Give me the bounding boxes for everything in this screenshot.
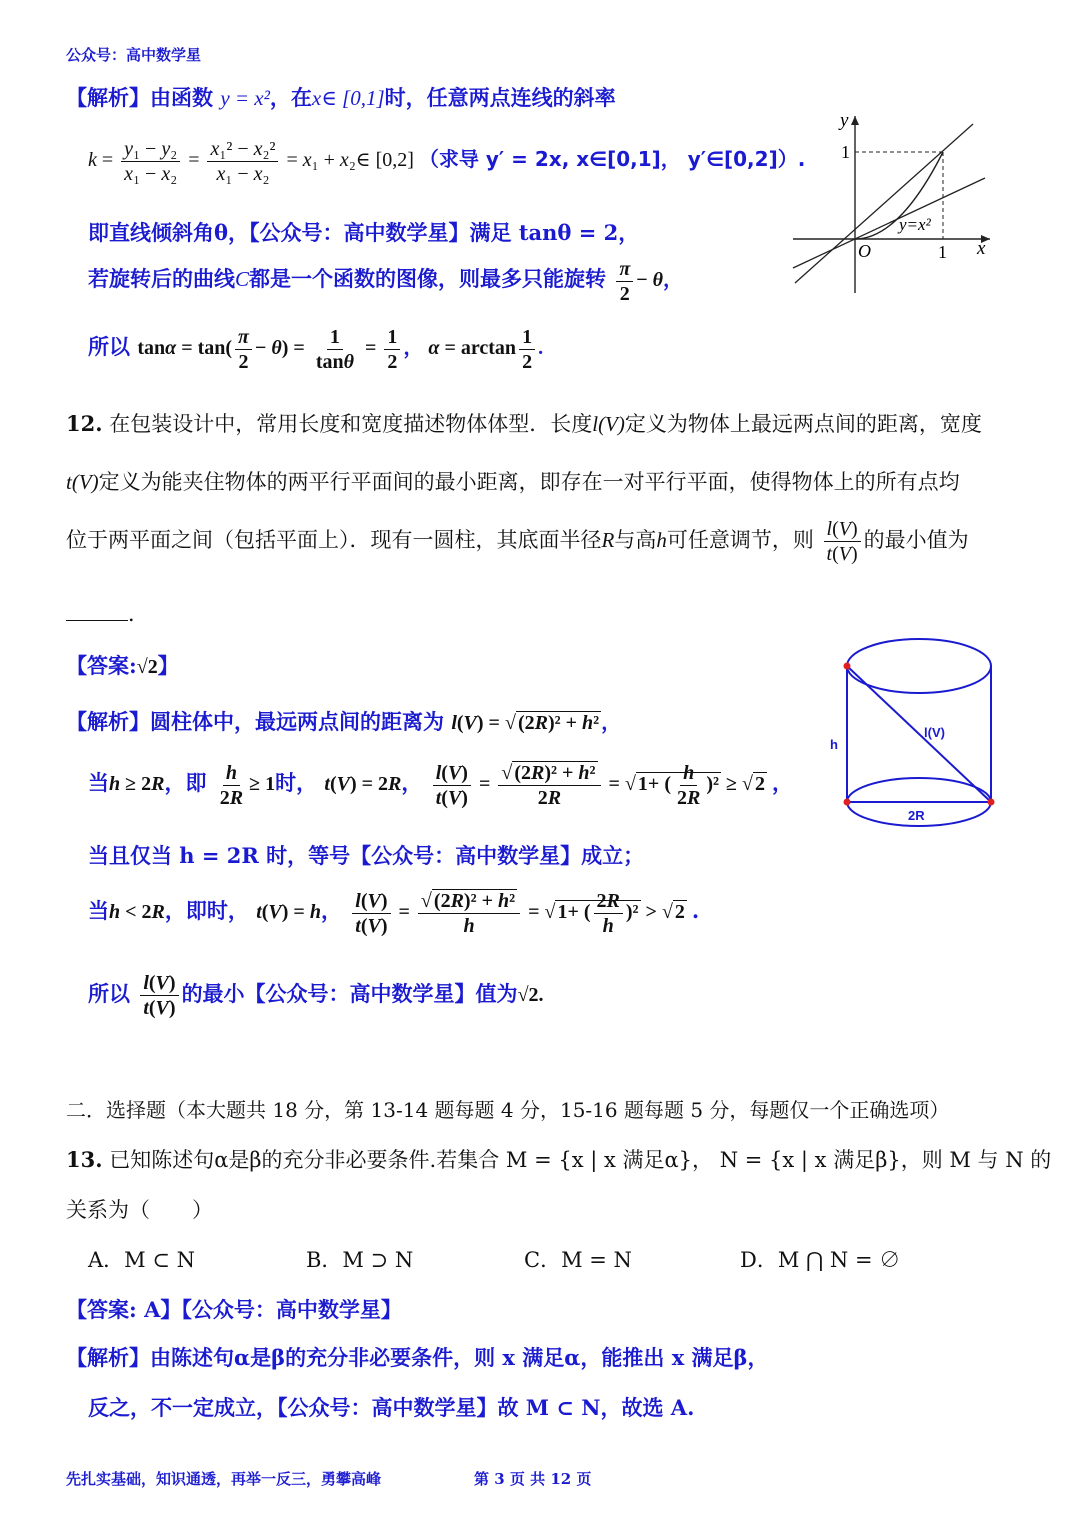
q12-analysis2: 当h ≥ 2R，即 $\frac{h}{2R}$ ≥ 1时， t(V) = 2R， $\frac{l(V)}{t(V)}$ = $\frac{\text{√ (2R)² + h²}}{2R}$ = √ 1+ ( $\frac{h}{2R}$ )² ≥ √ 2 ， [88, 762, 793, 809]
cylinder-figure [822, 636, 1002, 832]
lV-label: l(V) [924, 725, 945, 740]
footer-page: 第 3 页 共 12 页 [474, 1470, 592, 1488]
answer-value: √2 [136, 656, 158, 678]
q11-text: 由函数 [150, 85, 213, 110]
q11-text: 时，任意两点连线的斜率 [384, 85, 616, 110]
origin-label: O [858, 241, 871, 261]
q12-analysis3: 当且仅当 h = 2R 时，等号【公众号：高中数学星】成立； [88, 843, 645, 868]
q11-text: 若旋转后的曲线 [88, 266, 235, 292]
a4-case-text [88, 890, 89, 891]
answer-tag: 【答案: [66, 653, 137, 678]
q12-text: 的最小值为 [863, 528, 969, 552]
q11-text: 都是一个函数的图像，则最多只能旋转 [249, 266, 607, 292]
parabola-graph [785, 108, 1000, 298]
a2-case-text [88, 762, 89, 763]
q13-option-a[interactable]: A．M ⊂ N [88, 1248, 195, 1272]
a2-mid-text [88, 762, 89, 763]
curve-label: y=x² [899, 215, 931, 234]
q12-analysis5: 所以 $\frac{l(V)}{t(V)}$ 的最小【公众号：高中数学星】值为√2. [88, 972, 544, 1019]
q11-line5: 所以 tanα = tan( $\frac{\pi}{2}$ − θ) = $\frac{1}{\tan\theta}$ = $\frac{1}{2}$ ， α = arctan $\frac{1}{2}$ . [88, 326, 544, 373]
q13-text: 已知陈述句α是β的充分非必要条件.若集合 M = {x | x 满足α}， N = {x | x 满足β}，则 M 与 N 的 [109, 1148, 1052, 1172]
slope-formula-text [88, 138, 89, 139]
q13-answer: 【答案: A】【公众号：高中数学星】 [66, 1297, 402, 1322]
point-bottom-left [844, 799, 851, 806]
q12-number: 12. [66, 411, 103, 436]
base-label: 2R [908, 808, 925, 823]
footer-motto: 先扎实基础，知识通透，再举一反三，勇攀高峰 [66, 1470, 382, 1488]
line5-math-text [137, 326, 138, 327]
q12-text: 可任意调节，则 [666, 528, 814, 552]
cylinder-top-ellipse [847, 639, 991, 693]
h-symbol: h [656, 528, 667, 552]
q13-option-b[interactable]: B．M ⊃ N [306, 1248, 414, 1272]
q12-analysis-text: 圆柱体中，最远两点间的距离为 [150, 709, 444, 734]
y-tick-1: 1 [841, 142, 850, 162]
analysis-tag: 【解析】 [66, 85, 150, 110]
derivative-note: （求导 y′ = 2x, x∈[0,1]， y′∈[0,2]）. [418, 147, 806, 172]
q12-blank [66, 598, 149, 628]
q11-domain: x∈ [0,1] [311, 86, 385, 110]
answer-end: 】 [157, 653, 179, 678]
q11-function: y = x² [220, 86, 270, 110]
q11-text: ，在 [269, 85, 312, 110]
q11-analysis-line1 [66, 82, 616, 112]
header-wechat: 公众号：高中数学星 [66, 46, 202, 64]
q12-line2 [66, 466, 960, 496]
q12-text: 定义为能夹住物体的两平行平面间的最小距离，即存在一对平行平面，使得物体上的所有点均 [98, 470, 960, 494]
tV-symbol: t(V) [66, 470, 99, 494]
x-tick-1: 1 [938, 242, 947, 262]
q12-text: 位于两平面之间（包括平面上）．现有一圆柱，其底面半径 [66, 528, 602, 552]
min-value: √2. [517, 984, 544, 1006]
q13-line2: 关系为（ ） [66, 1198, 213, 1222]
lV-symbol: l(V) [592, 412, 625, 436]
q12-text: 定义为物体上最远两点间的距离，宽度 [624, 412, 982, 436]
x-axis-label: x [977, 238, 986, 259]
q12-line1 [66, 408, 982, 438]
q13-line1 [66, 1144, 1051, 1174]
a4-math-text [88, 890, 89, 891]
q13-option-d[interactable]: D．M ⋂ N = ∅ [740, 1248, 901, 1272]
rotate-angle-text [613, 258, 614, 259]
curve-c: C [235, 267, 250, 292]
blank-period: ． [128, 602, 149, 626]
q13-analysis1: 【解析】由陈述句α是β的充分非必要条件，则 x 满足α，能推出 x 满足β， [66, 1345, 769, 1370]
point-bottom-right [988, 799, 995, 806]
q13-option-c[interactable]: C．M = N [524, 1248, 632, 1272]
analysis-tag: 【解析】 [66, 709, 150, 734]
y-axis-arrow [851, 116, 859, 125]
point-top-left [844, 663, 851, 670]
y-axis-label: y [840, 110, 849, 131]
q11-text: 所以 [88, 334, 130, 360]
section2-title: 二．选择题（本大题共 18 分，第 13-14 题每题 4 分，15-16 题每题 5 分，每题仅一个正确选项） [66, 1098, 950, 1122]
q12-text: 与高 [614, 528, 657, 552]
h-label: h [830, 737, 838, 752]
q11-line3: 即直线倾斜角θ，【公众号：高中数学星】满足 tanθ = 2， [88, 220, 640, 245]
line-shallow [793, 178, 985, 268]
q12-analysis-text: 的最小【公众号：高中数学星】值为 [181, 981, 518, 1006]
q11-slope-formula: k = $\frac{\text{y₁ − y₂}}{\text{x₁ − x₂}}$ = $\frac{\text{x₁² − x₂²}}{\text{x₁ − x₂}}$ = x₁ + x₂∈ [0,2] （求导 y′ = 2x, x∈[0,1]， y′∈[0,2]）. [88, 138, 806, 185]
a1-math-text [451, 706, 452, 707]
cylinder-diagonal [847, 666, 991, 802]
q12-text: 在包装设计中，常用长度和宽度描述物体体型．长度 [109, 412, 593, 436]
q13-analysis2: 反之，不一定成立，【公众号：高中数学星】故 M ⊂ N，故选 A. [88, 1395, 695, 1420]
q12-line3: 位于两平面之间（包括平面上）．现有一圆柱，其底面半径R与高h可任意调节，则 $\frac{l(V)}{t(V)}$ 的最小值为 [66, 518, 969, 565]
q11-line4: 若旋转后的曲线C都是一个函数的图像，则最多只能旋转 $\frac{\pi}{2}$ − θ， [88, 258, 684, 305]
q12-analysis1: 【解析】圆柱体中，最远两点间的距离为 l(V) = √ (2R)² + h² ， [66, 706, 621, 736]
q12-analysis-text: 所以 [88, 981, 130, 1006]
q13-number: 13. [66, 1147, 103, 1172]
q12-analysis4: 当h < 2R，即时， t(V) = h， $\frac{l(V)}{t(V)}$ = $\frac{\text{√ (2R)² + h²}}{h}$ = √ 1+ ( $\frac{2R}{h}$ )² > √ 2 . [88, 890, 700, 937]
q12-answer [66, 650, 179, 680]
a2-math-text [88, 762, 89, 763]
R-symbol: R [601, 528, 615, 552]
